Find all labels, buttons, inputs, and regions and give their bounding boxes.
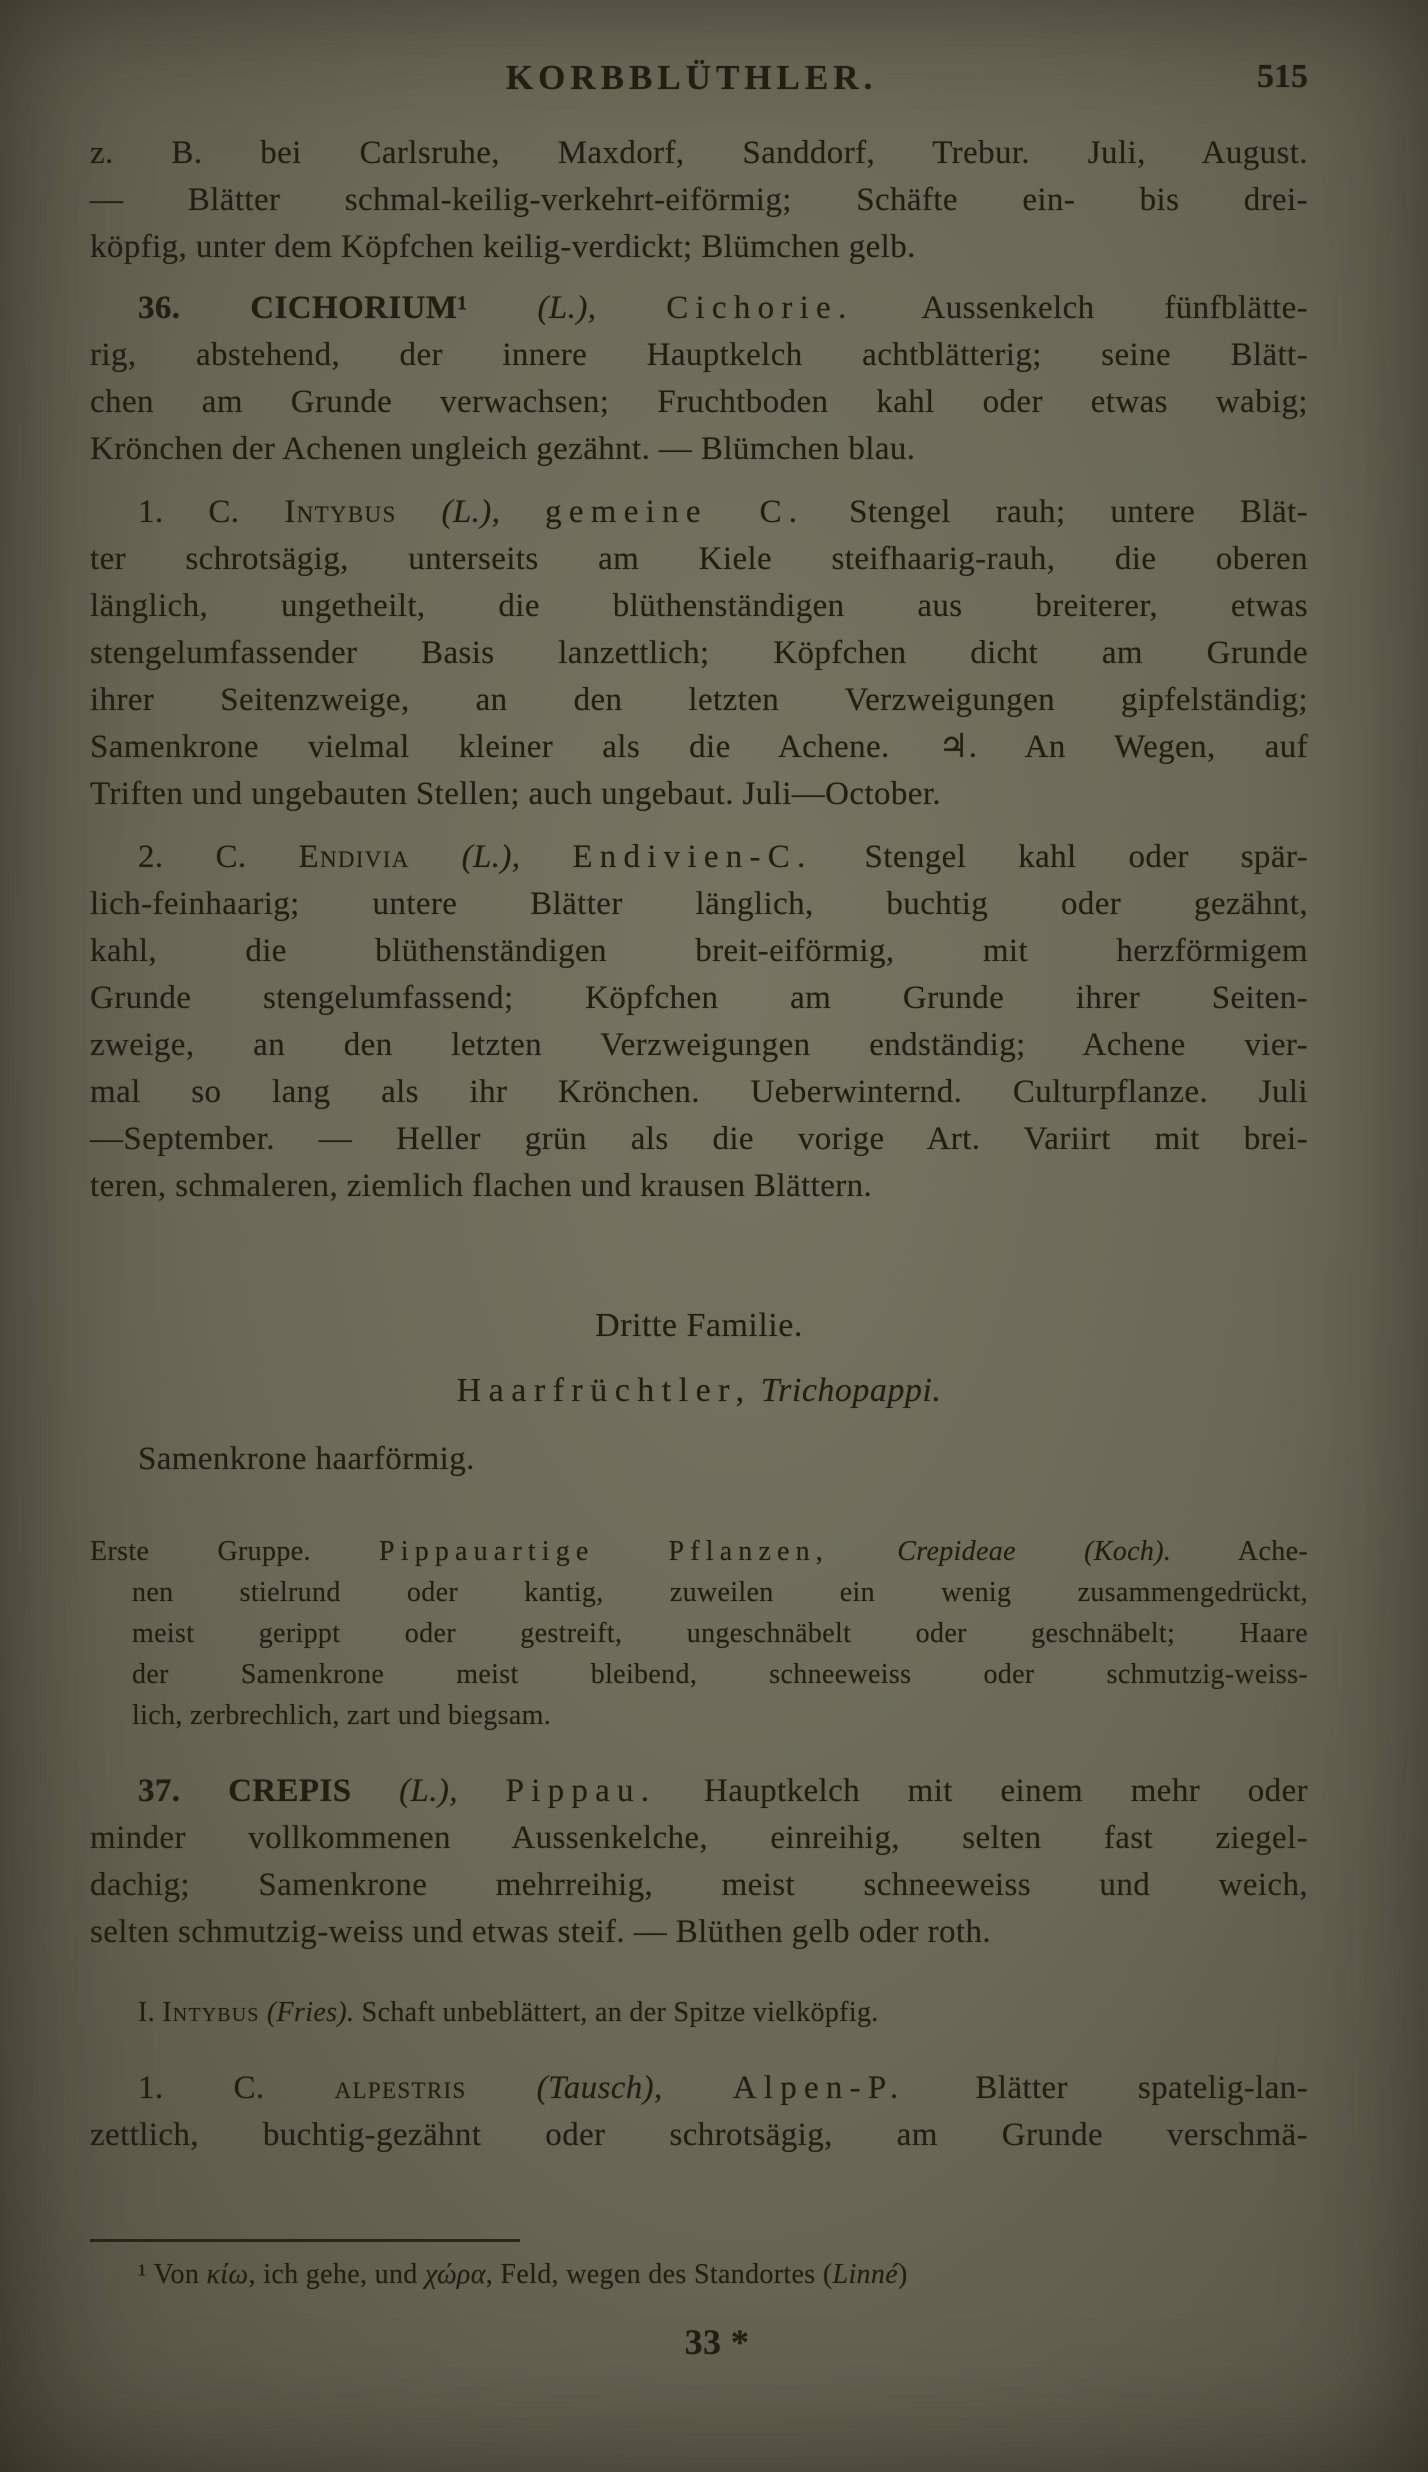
- text-segment: Linné: [832, 2259, 898, 2290]
- text-segment: lich-feinhaarig; untere Blätter länglich, buchtig oder gezähnt,: [90, 886, 1308, 922]
- text-segment: Aussenkelch fünfblätte-: [853, 290, 1309, 326]
- text-segment: (Fries).: [266, 1997, 355, 2028]
- text-line: [90, 1815, 1308, 1862]
- text-segment: zettlich, buchtig-gezähnt oder schrotsägig, am Grunde verschmä-: [90, 2117, 1308, 2153]
- text-segment: nen stielrund oder kantig, zuweilen ein wenig zusammengedrückt,: [132, 1577, 1308, 1608]
- text-segment: Dritte Familie.: [595, 1307, 803, 1344]
- text-segment: Endivien-C.: [572, 839, 813, 875]
- text-segment: Ache-: [1171, 1536, 1309, 1567]
- text-segment: Samenkrone haarförmig.: [138, 1441, 475, 1477]
- page-number: 515: [1257, 58, 1308, 95]
- text-blocks: [90, 130, 1308, 2366]
- text-segment: ¹ Von: [138, 2259, 207, 2290]
- text-segment: (L.),: [441, 494, 501, 530]
- species-2-c-endivia: [90, 834, 1308, 1210]
- text-segment: köpfig, unter dem Köpfchen keilig-verdickt; Blümchen gelb.: [90, 229, 916, 265]
- text-line: [90, 1163, 1308, 1210]
- text-segment: 33 *: [684, 2322, 750, 2362]
- text-segment: Grunde stengelumfassend; Köpfchen am Grunde ihrer Seiten-: [90, 980, 1308, 1016]
- text-segment: (L.),: [461, 839, 521, 875]
- text-line: [90, 1069, 1308, 1116]
- text-segment: 37. CREPIS: [138, 1773, 400, 1809]
- text-segment: , Feld, wegen des Standortes (: [485, 2259, 833, 2290]
- heading-dritte-familie: [90, 1302, 1308, 1349]
- text-line: [90, 224, 1308, 271]
- text-segment: kahl, die blüthenständigen breit-eiförmig, mit herzförmigem: [90, 933, 1308, 969]
- text-segment: Triften und ungebauten Stellen; auch ungebaut. Juli—October.: [90, 776, 942, 812]
- text-segment: Pippau.: [505, 1773, 657, 1809]
- text-line: [90, 177, 1308, 224]
- text-line: [90, 1572, 1308, 1613]
- text-segment: ): [898, 2259, 908, 2290]
- text-segment: [467, 2070, 537, 2106]
- text-line: [90, 1768, 1308, 1815]
- heading-haarfruechtler: [90, 1367, 1308, 1414]
- text-segment: (Tausch),: [536, 2070, 663, 2106]
- text-line: [90, 1992, 1308, 2033]
- species-1-c-intybus: [90, 489, 1308, 818]
- text-line: [90, 285, 1308, 332]
- text-segment: [260, 1997, 267, 2028]
- text-line: [90, 1531, 1308, 1572]
- text-line: [90, 1302, 1308, 1349]
- text-segment: Hauptkelch mit einem mehr oder: [656, 1773, 1308, 1809]
- text-segment: teren, schmaleren, ziemlich flachen und krausen Blättern.: [90, 1168, 873, 1204]
- text-segment: Endivia: [298, 839, 410, 875]
- text-line: [90, 2254, 1308, 2295]
- text-line: [90, 1613, 1308, 1654]
- samenkrone-line: [90, 1436, 1308, 1483]
- text-segment: ter schrotsägig, unterseits am Kiele steifhaarig-rauh, die oberen: [90, 541, 1308, 577]
- genus-36-cichorium: [90, 285, 1308, 473]
- text-segment: Erste Gruppe.: [90, 1536, 380, 1567]
- text-segment: — Blätter schmal-keilig-verkehrt-eiförmig; Schäfte ein- bis drei-: [90, 182, 1308, 218]
- text-line: [90, 771, 1308, 818]
- text-line: [90, 426, 1308, 473]
- text-segment: minder vollkommenen Aussenkelche, einreihig, selten fast ziegel-: [90, 1820, 1308, 1856]
- text-segment: 36. CICHORIUM¹: [138, 290, 538, 326]
- text-segment: der Samenkrone meist bleibend, schneeweiss oder schmutzig-weiss-: [132, 1659, 1308, 1690]
- text-segment: alpestris: [334, 2070, 467, 2106]
- text-segment: Intybus: [284, 494, 397, 530]
- genus-37-crepis: [90, 1768, 1308, 1956]
- text-segment: mal so lang als ihr Krönchen. Ueberwinternd. Culturpflanze. Juli: [90, 1074, 1308, 1110]
- text-segment: selten schmutzig-weiss und etwas steif. — Blüthen gelb oder roth.: [90, 1914, 991, 1950]
- text-line: [90, 1022, 1308, 1069]
- text-segment: rig, abstehend, der innere Hauptkelch achtblätterig; seine Blätt-: [90, 337, 1308, 373]
- text-segment: Pippauartige Pflanzen,: [379, 1536, 829, 1567]
- text-line: [90, 975, 1308, 1022]
- signature-mark: [90, 2319, 1308, 2366]
- text-line: [90, 724, 1308, 771]
- text-segment: [596, 290, 666, 326]
- text-segment: (L.),: [537, 290, 597, 326]
- text-block-area: [90, 58, 1308, 2366]
- text-line: [90, 630, 1308, 677]
- text-segment: Cichorie.: [666, 290, 854, 326]
- section-i-intybus: [90, 1992, 1308, 2033]
- text-segment: zweige, an den letzten Verzweigungen endständig; Achene vier-: [90, 1027, 1308, 1063]
- text-line: [90, 834, 1308, 881]
- text-segment: Schaft unbeblättert, an der Spitze vielköpfig.: [354, 1997, 879, 2028]
- text-segment: Samenkrone vielmal kleiner als die Achene. ♃. An Wegen, auf: [90, 729, 1308, 765]
- text-line: [90, 1436, 1308, 1483]
- text-segment: [410, 839, 462, 875]
- text-segment: χώρα: [424, 2259, 486, 2290]
- group-erste-gruppe: [90, 1531, 1308, 1736]
- text-segment: κίω: [206, 2259, 249, 2290]
- text-segment: (L.),: [399, 1773, 458, 1809]
- text-line: [90, 583, 1308, 630]
- text-segment: Blätter spatelig-lan-: [905, 2070, 1309, 2106]
- text-segment: Intybus: [162, 1997, 260, 2028]
- text-line: [90, 2065, 1308, 2112]
- text-segment: 1. C.: [138, 2070, 335, 2106]
- text-segment: —September. — Heller grün als die vorige Art. Variirt mit brei-: [90, 1121, 1308, 1157]
- text-segment: meist gerippt oder gestreift, ungeschnäbelt oder geschnäbelt; Haare: [132, 1618, 1308, 1649]
- text-segment: dachig; Samenkrone mehrreihig, meist schneeweiss und weich,: [90, 1867, 1308, 1903]
- footnote-rule: [90, 2239, 520, 2242]
- text-segment: Alpen-P.: [732, 2070, 906, 2106]
- text-segment: Haarfrüchtler,: [456, 1372, 752, 1409]
- text-line: [90, 489, 1308, 536]
- running-head: [90, 58, 1308, 104]
- text-segment: Krönchen der Achenen ungleich gezähnt. — Blümchen blau.: [90, 431, 916, 467]
- text-segment: lich, zerbrechlich, zart und biegsam.: [132, 1700, 552, 1731]
- text-segment: Stengel kahl oder spär-: [812, 839, 1308, 875]
- text-line: [90, 677, 1308, 724]
- text-segment: , ich gehe, und: [248, 2259, 425, 2290]
- text-segment: chen am Grunde verwachsen; Fruchtboden kahl oder etwas wabig;: [90, 384, 1308, 420]
- text-segment: [752, 1372, 761, 1409]
- text-line: [90, 1367, 1308, 1414]
- text-line: [90, 1909, 1308, 1956]
- text-line: [90, 379, 1308, 426]
- text-segment: 2. C.: [138, 839, 299, 875]
- text-line: [90, 1116, 1308, 1163]
- text-segment: [520, 839, 572, 875]
- text-segment: Crepideae (Koch).: [897, 1536, 1172, 1567]
- text-line: [90, 1654, 1308, 1695]
- text-segment: ihrer Seitenzweige, an den letzten Verzweigungen gipfelständig;: [90, 682, 1308, 718]
- text-segment: I.: [138, 1997, 163, 2028]
- text-segment: z. B. bei Carlsruhe, Maxdorf, Sanddorf, Trebur. Juli, August.: [90, 135, 1308, 171]
- text-line: [90, 1862, 1308, 1909]
- footnote-1: [90, 2254, 1308, 2295]
- text-line: [108, 2319, 1326, 2366]
- text-segment: [458, 1773, 506, 1809]
- text-segment: [829, 1536, 897, 1567]
- text-segment: 1. C.: [138, 494, 285, 530]
- text-segment: Trichopappi.: [760, 1372, 942, 1409]
- text-segment: gemeine C.: [545, 494, 805, 530]
- text-line: [90, 332, 1308, 379]
- text-segment: länglich, ungetheilt, die blüthenständigen aus breiterer, etwas: [90, 588, 1308, 624]
- text-segment: [397, 494, 442, 530]
- text-line: [90, 881, 1308, 928]
- running-title: KORBBLÜTHLER.: [505, 58, 878, 97]
- species-1-c-alpestris: [90, 2065, 1308, 2159]
- text-line: [90, 2112, 1308, 2159]
- text-line: [90, 536, 1308, 583]
- paragraph-continuation: [90, 130, 1308, 271]
- text-line: [90, 130, 1308, 177]
- text-line: [90, 928, 1308, 975]
- text-segment: [663, 2070, 733, 2106]
- text-segment: [500, 494, 545, 530]
- text-segment: Stengel rauh; untere Blät-: [804, 494, 1309, 530]
- text-line: [90, 1695, 1308, 1736]
- text-segment: stengelumfassender Basis lanzettlich; Köpfchen dicht am Grunde: [90, 635, 1308, 671]
